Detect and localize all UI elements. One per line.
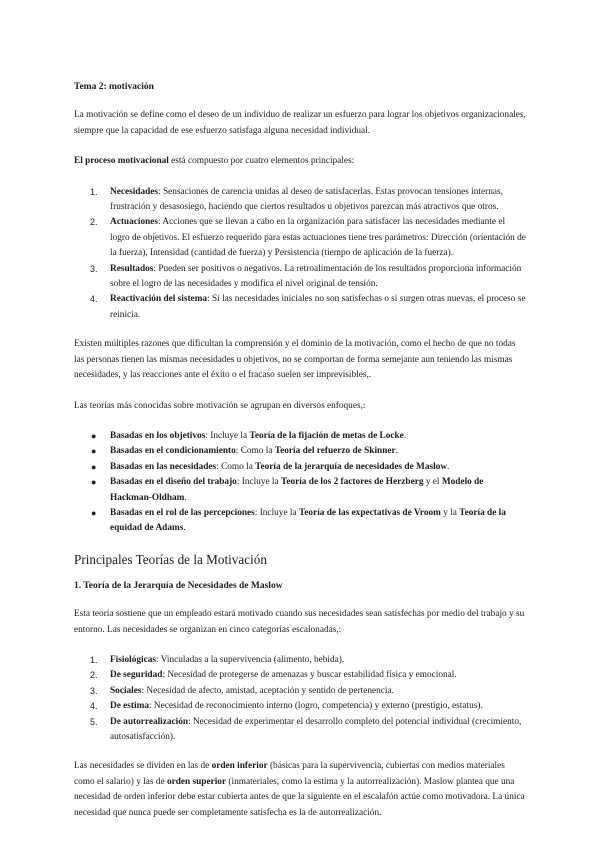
list-item — [74, 506, 526, 537]
list-number: 2. — [90, 670, 98, 681]
maslow-list — [74, 653, 526, 745]
list-item — [74, 653, 526, 668]
list-text: : Como la — [235, 446, 275, 457]
list-number: 4. — [90, 701, 98, 712]
list-text: : Si las necesidades iniciales no son satisfechas o si surgen otras nuevas, el proceso se reinicia. — [110, 294, 526, 320]
list-term: Actuaciones — [110, 217, 159, 228]
list-term: De seguridad — [110, 670, 163, 681]
list-number: 5. — [90, 716, 98, 727]
list-term: Basadas en el condicionamiento — [110, 446, 236, 457]
final-paragraph — [74, 759, 526, 821]
theory-name: Teoría de las expectativas de Vroom — [298, 507, 441, 518]
list-number: 1. — [90, 654, 98, 665]
list-item — [74, 215, 526, 261]
list-item — [74, 262, 526, 293]
list-term: Reactivación del sistema — [110, 294, 208, 305]
bullet-icon: ● — [91, 507, 97, 518]
list-text: . — [184, 492, 187, 503]
list-term: Necesidades — [110, 186, 159, 197]
list-number: 1. — [90, 186, 98, 197]
theories-intro: Las teorías más conocidas sobre motivación se agrupan en diversos enfoques,: — [74, 400, 366, 411]
theory-name: Teoría de los 2 factores de Herzberg — [280, 477, 424, 488]
list-text: . — [447, 461, 450, 472]
list-item — [74, 185, 526, 216]
list-text: : Necesidad de experimentar el desarrollo completo del potencial individual (crecimiento, autosatisfacción). — [110, 716, 522, 742]
list-number: 3. — [90, 685, 98, 696]
final-text: Las necesidades se dividen en las de — [74, 761, 212, 772]
document-page — [74, 80, 526, 836]
list-term: De autorrealización — [110, 716, 189, 727]
list-text: : Sensaciones de carencia unidas al deseo de satisfacerlas. Estas provocan tensiones internas, frustración y desasosiego, haciendo que ciertos resultados u objetivos parezcan más atractivos que otros. — [110, 186, 503, 213]
list-item — [74, 668, 526, 683]
final-term: orden inferior — [211, 761, 268, 772]
list-term: Basadas en el rol de las percepciones — [110, 507, 255, 518]
bullet-icon: ● — [91, 461, 97, 472]
final-text: (inmateriales, como la estima y la autorrealización). Maslow plantea que una necesidad de orden inferior debe estar cubierta antes de que la siguiente en el escalafón actúe como motivadora. La única necesidad que nunca puede ser completamente satisfecha es la de autorrealización. — [74, 776, 525, 818]
list-text: : Pueden ser positivos o negativos. La retroalimentación de los resultados proporciona información sobre el logro de las necesidades y modifica el nivel original de tensión. — [110, 263, 522, 290]
list-item — [74, 444, 526, 459]
process-label: El proceso motivacional — [74, 156, 169, 167]
list-term: Basadas en los objetivos — [110, 430, 206, 441]
list-term: Basadas en las necesidades — [110, 461, 217, 472]
list-text: . — [403, 430, 407, 441]
list-text: y la — [440, 507, 460, 518]
list-text: : Incluye la — [254, 507, 299, 518]
theory-name: Teoría de la fijación de metas de Locke — [249, 430, 404, 441]
bullet-icon: ● — [91, 430, 97, 441]
final-text: (básicas para la supervivencia, cubiertas con medios materiales como el salario) y las de — [74, 761, 505, 787]
list-item — [74, 429, 526, 444]
bullet-icon: ● — [91, 446, 97, 457]
list-text: . — [183, 523, 186, 534]
list-text: : Como la — [216, 461, 256, 472]
list-term: De estima — [110, 701, 149, 712]
list-text: : Incluye la — [205, 430, 250, 441]
process-list — [74, 185, 526, 324]
list-text: . — [395, 446, 398, 457]
list-number: 2. — [90, 217, 98, 228]
theory-name: Teoría del refuerzo de Skinner — [274, 446, 396, 457]
list-number: 4. — [90, 294, 98, 305]
list-text: y el — [423, 477, 442, 488]
list-term: Sociales — [110, 685, 142, 696]
list-text: : Incluye la — [236, 477, 281, 488]
final-term: orden superior — [166, 776, 227, 787]
list-term: Fisiológicas — [110, 654, 156, 665]
list-number: 3. — [90, 263, 98, 274]
approaches-list — [74, 429, 526, 537]
list-item — [74, 699, 526, 714]
process-paragraph — [74, 154, 526, 169]
theory-name: Teoría de la equidad de Adams — [110, 507, 506, 534]
list-text: : Acciones que se llevan a cabo en la organización para satisfacer las necesidades mediante el logro de objetivos. El esfuerzo requerido para estas actuaciones tiene tres parámetros: Dirección (orientación de la fuerza), Intensidad (cantidad de fuerza) y Persistencia (tiempo de aplicación de la fuerza). — [110, 217, 526, 259]
list-term: Resultados — [110, 263, 154, 274]
bullet-icon: ● — [91, 477, 97, 488]
theory-name: Teoría de la jerarquía de necesidades de Maslow — [255, 461, 448, 472]
list-text: : Necesidad de protegerse de amenazas y buscar estabilidad física y emocional. — [162, 670, 457, 681]
list-item — [74, 475, 526, 506]
list-term: Basadas en el diseño del trabajo — [110, 477, 237, 488]
difficulty-paragraph: Existen múltiples razones que dificultan la comprensión y el dominio de la motivación, como el hecho de que no todas las personas tienen las mismas necesidades u objetivos, no se comportan de forma semejante aun teniendo las mismas necesidades, y las reacciones ante el éxito o el fracaso suelen ser imprevisibles,. — [74, 339, 516, 381]
list-item — [74, 292, 526, 323]
process-text: está compuesto por cuatro elementos principales: — [168, 156, 355, 167]
intro-paragraph: La motivación se define como el deseo de un individuo de realizar un esfuerzo para lograr los objetivos organizacionales, siempre que la capacidad de ese esfuerzo satisfaga alguna necesidad individual. — [74, 110, 526, 136]
maslow-intro: Esta teoría sostiene que un empleado estará motivado cuando sus necesidades sean satisfechas por medio del trabajo y su entorno. Las necesidades se organizan en cinco categorías escalonadas,: — [74, 609, 525, 635]
list-item — [74, 684, 526, 699]
list-text: : Necesidad de afecto, amistad, aceptación y sentido de pertenencia. — [141, 685, 394, 696]
list-text: : Necesidad de reconocimiento interno (logro, competencia) y externo (prestigio, estatus). — [148, 701, 483, 712]
theory-name: Modelo de Hackman-Oldham — [110, 477, 484, 503]
list-item — [74, 715, 526, 746]
list-item — [74, 460, 526, 475]
document-title: Tema 2: motivación — [74, 82, 154, 92]
subsection-heading: 1. Teoría de la Jerarquía de Necesidades de Maslow — [74, 580, 283, 591]
list-text: : Vinculadas a la supervivencia (alimento, bebida). — [155, 654, 345, 665]
section-heading: Principales Teorías de la Motivación — [74, 551, 267, 567]
